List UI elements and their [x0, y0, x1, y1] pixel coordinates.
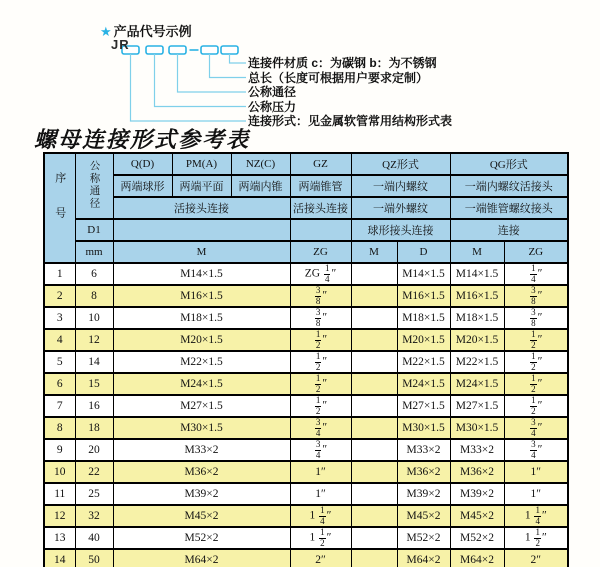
- cell-qg_m: M39×2: [450, 483, 504, 505]
- header-blank-gz: [290, 219, 351, 241]
- cell-dn: 25: [75, 483, 113, 505]
- cell-seq: 7: [44, 395, 75, 417]
- cell-qg_m: M36×2: [450, 461, 504, 483]
- cell-qz_m: [351, 263, 397, 285]
- cell-qz_d: M24×1.5: [397, 373, 450, 395]
- cell-dn: 32: [75, 505, 113, 527]
- cell-dn: 6: [75, 263, 113, 285]
- table-title: 螺母连接形式参考表: [34, 127, 251, 153]
- cell-dn: 22: [75, 461, 113, 483]
- header-zg: ZG: [290, 241, 351, 263]
- cell-qg_m: M24×1.5: [450, 373, 504, 395]
- cell-qz_d: M36×2: [397, 461, 450, 483]
- cell-dn: 20: [75, 439, 113, 461]
- header-qg-zg: ZG: [504, 241, 568, 263]
- callout-label-connection: 连接形式：见金属软管常用结构形式表: [248, 114, 453, 128]
- cell-qg_m: M18×1.5: [450, 307, 504, 329]
- cell-m: M22×1.5: [113, 351, 290, 373]
- table-row: [44, 351, 568, 373]
- cell-qz_m: [351, 483, 397, 505]
- callout-lines: [131, 54, 247, 121]
- cell-qg_m: M30×1.5: [450, 417, 504, 439]
- cell-m: M30×1.5: [113, 417, 290, 439]
- callout-label-diameter: 公称通径: [248, 85, 297, 99]
- table-row: [44, 307, 568, 329]
- code-box-5: [221, 46, 238, 54]
- cell-dn: 10: [75, 307, 113, 329]
- cell-qz_d: M16×1.5: [397, 285, 450, 307]
- table-row: [44, 263, 568, 285]
- cell-dn: 18: [75, 417, 113, 439]
- header-col-nz: NZ(C): [231, 153, 290, 175]
- cell-zg: 1 $\frac{1}{4}$ ″: [290, 505, 351, 527]
- cell-qz_d: M18×1.5: [397, 307, 450, 329]
- cell-qg_zg: $\frac{3}{8}$ ″: [504, 307, 568, 329]
- cell-zg: 1″: [290, 483, 351, 505]
- header-col-q: Q(D): [113, 153, 172, 175]
- cell-zg: 2″: [290, 549, 351, 567]
- star-icon: ★: [100, 24, 112, 39]
- header-gz-desc: 两端锥管: [290, 175, 351, 197]
- cell-qz_d: M64×2: [397, 549, 450, 567]
- cell-qz_m: [351, 351, 397, 373]
- cell-zg: $\frac{3}{8}$ ″: [290, 307, 351, 329]
- cell-qz_m: [351, 329, 397, 351]
- header-gz-conn: 活接头连接: [290, 197, 351, 219]
- cell-qg_m: M22×1.5: [450, 351, 504, 373]
- cell-qz_m: [351, 527, 397, 549]
- cell-qz_m: [351, 439, 397, 461]
- code-prefix: JR: [111, 37, 130, 52]
- cell-m: M33×2: [113, 439, 290, 461]
- header-qg-desc1: 一端内螺纹活接头: [450, 175, 568, 197]
- header-d1: D1: [75, 219, 113, 241]
- cell-qz_d: M33×2: [397, 439, 450, 461]
- header-qz-desc2: 一端外螺纹: [351, 197, 450, 219]
- cell-zg: ZG $\frac{1}{4}$ ″: [290, 263, 351, 285]
- cell-qz_d: M20×1.5: [397, 329, 450, 351]
- cell-qz_m: [351, 395, 397, 417]
- cell-qg_m: M27×1.5: [450, 395, 504, 417]
- cell-qz_d: M30×1.5: [397, 417, 450, 439]
- header-qg-conn: 连接: [450, 219, 568, 241]
- cell-qg_m: M20×1.5: [450, 329, 504, 351]
- cell-seq: 14: [44, 549, 75, 567]
- header-union-conn: 活接头连接: [113, 197, 290, 219]
- cell-dn: 50: [75, 549, 113, 567]
- cell-qg_zg: 1 $\frac{1}{4}$ ″: [504, 505, 568, 527]
- cell-qz_m: [351, 549, 397, 567]
- cell-dn: 8: [75, 285, 113, 307]
- cell-qg_m: M45×2: [450, 505, 504, 527]
- cell-zg: $\frac{1}{2}$ ″: [290, 351, 351, 373]
- header-nz-desc: 两端内锥: [231, 175, 290, 197]
- cell-seq: 9: [44, 439, 75, 461]
- header-qg-desc2: 一端锥管螺纹接头: [450, 197, 568, 219]
- nut-connection-table: [43, 152, 569, 567]
- cell-m: M27×1.5: [113, 395, 290, 417]
- cell-zg: $\frac{3}{8}$ ″: [290, 285, 351, 307]
- cell-zg: 1 $\frac{1}{2}$ ″: [290, 527, 351, 549]
- table-row: [44, 461, 568, 483]
- cell-zg: $\frac{3}{4}$ ″: [290, 439, 351, 461]
- cell-zg: $\frac{1}{2}$ ″: [290, 373, 351, 395]
- header-blank-left: [113, 219, 290, 241]
- cell-dn: 14: [75, 351, 113, 373]
- table-row: [44, 483, 568, 505]
- cell-seq: 10: [44, 461, 75, 483]
- table-row: [44, 439, 568, 461]
- cell-qg_zg: $\frac{3}{4}$ ″: [504, 417, 568, 439]
- cell-m: M52×2: [113, 527, 290, 549]
- cell-m: M20×1.5: [113, 329, 290, 351]
- cell-qz_d: M27×1.5: [397, 395, 450, 417]
- cell-m: M18×1.5: [113, 307, 290, 329]
- header-m: M: [113, 241, 290, 263]
- cell-seq: 5: [44, 351, 75, 373]
- cell-qg_zg: $\frac{1}{2}$ ″: [504, 329, 568, 351]
- cell-qz_d: M39×2: [397, 483, 450, 505]
- cell-qz_m: [351, 285, 397, 307]
- cell-dn: 12: [75, 329, 113, 351]
- code-box-4: [201, 46, 218, 54]
- header-col-gz: GZ: [290, 153, 351, 175]
- cell-qg_zg: $\frac{1}{2}$ ″: [504, 351, 568, 373]
- header-qz-m: M: [351, 241, 397, 263]
- cell-qz_m: [351, 373, 397, 395]
- cell-qg_zg: 2″: [504, 549, 568, 567]
- cell-qg_zg: $\frac{1}{2}$ ″: [504, 373, 568, 395]
- header-qg-m: M: [450, 241, 504, 263]
- cell-qg_m: M64×2: [450, 549, 504, 567]
- cell-zg: 1″: [290, 461, 351, 483]
- cell-qg_zg: $\frac{1}{4}$ ″: [504, 263, 568, 285]
- header-col-qg: QG形式: [450, 153, 568, 175]
- code-boxes: [122, 46, 238, 54]
- cell-m: M36×2: [113, 461, 290, 483]
- code-box-2: [146, 46, 163, 54]
- cell-qg_zg: $\frac{3}{4}$ ″: [504, 439, 568, 461]
- callout-label-material: 连接件材质 c：为碳钢 b：为不锈钢: [248, 56, 437, 70]
- cell-seq: 13: [44, 527, 75, 549]
- cell-qg_m: M52×2: [450, 527, 504, 549]
- table-row: [44, 395, 568, 417]
- cell-qg_m: M14×1.5: [450, 263, 504, 285]
- cell-qg_m: M33×2: [450, 439, 504, 461]
- callout-label-length: 总长（长度可根据用户要求定制）: [248, 70, 429, 85]
- cell-qz_m: [351, 505, 397, 527]
- cell-qz_d: M52×2: [397, 527, 450, 549]
- cell-seq: 6: [44, 373, 75, 395]
- cell-dn: 15: [75, 373, 113, 395]
- header-pm-desc: 两端平面: [172, 175, 231, 197]
- cell-qg_zg: 1″: [504, 483, 568, 505]
- cell-qz_m: [351, 417, 397, 439]
- header-col-pm: PM(A): [172, 153, 231, 175]
- callout-labels: [248, 56, 452, 129]
- cell-m: M16×1.5: [113, 285, 290, 307]
- cell-qg_zg: 1″: [504, 461, 568, 483]
- cell-seq: 3: [44, 307, 75, 329]
- header-mm: mm: [75, 241, 113, 263]
- cell-seq: 11: [44, 483, 75, 505]
- diagram-heading-text: 产品代号示例: [113, 24, 192, 39]
- table-row: [44, 329, 568, 351]
- cell-dn: 40: [75, 527, 113, 549]
- code-box-3: [169, 46, 186, 54]
- table-row: [44, 373, 568, 395]
- cell-m: M45×2: [113, 505, 290, 527]
- header-q-desc: 两端球形: [113, 175, 172, 197]
- cell-zg: $\frac{3}{4}$ ″: [290, 417, 351, 439]
- table-body: [44, 263, 568, 567]
- cell-qz_m: [351, 461, 397, 483]
- table-row: [44, 549, 568, 567]
- cell-qz_d: M14×1.5: [397, 263, 450, 285]
- header-qz-desc1: 一端内螺纹: [351, 175, 450, 197]
- header-dn: 公称通径: [75, 153, 113, 219]
- cell-qg_zg: $\frac{3}{8}$ ″: [504, 285, 568, 307]
- cell-seq: 1: [44, 263, 75, 285]
- table-row: [44, 527, 568, 549]
- cell-zg: $\frac{1}{2}$ ″: [290, 329, 351, 351]
- cell-m: M64×2: [113, 549, 290, 567]
- header-qz-d: D: [397, 241, 450, 263]
- cell-m: M14×1.5: [113, 263, 290, 285]
- header-col-qz: QZ形式: [351, 153, 450, 175]
- cell-qz_d: M22×1.5: [397, 351, 450, 373]
- cell-seq: 2: [44, 285, 75, 307]
- cell-seq: 12: [44, 505, 75, 527]
- cell-m: M39×2: [113, 483, 290, 505]
- cell-m: M24×1.5: [113, 373, 290, 395]
- header-seq: 序号: [44, 153, 75, 263]
- table-row: [44, 505, 568, 527]
- cell-seq: 8: [44, 417, 75, 439]
- cell-qg_zg: $\frac{1}{2}$ ″: [504, 395, 568, 417]
- table-header: [44, 153, 568, 263]
- cell-dn: 16: [75, 395, 113, 417]
- cell-qz_d: M45×2: [397, 505, 450, 527]
- cell-qg_zg: 1 $\frac{1}{2}$ ″: [504, 527, 568, 549]
- table-row: [44, 285, 568, 307]
- header-qz-conn: 球形接头连接: [351, 219, 450, 241]
- cell-qz_m: [351, 307, 397, 329]
- cell-seq: 4: [44, 329, 75, 351]
- callout-label-pressure: 公称压力: [248, 99, 297, 114]
- table-row: [44, 417, 568, 439]
- cell-qg_m: M16×1.5: [450, 285, 504, 307]
- cell-zg: $\frac{1}{2}$ ″: [290, 395, 351, 417]
